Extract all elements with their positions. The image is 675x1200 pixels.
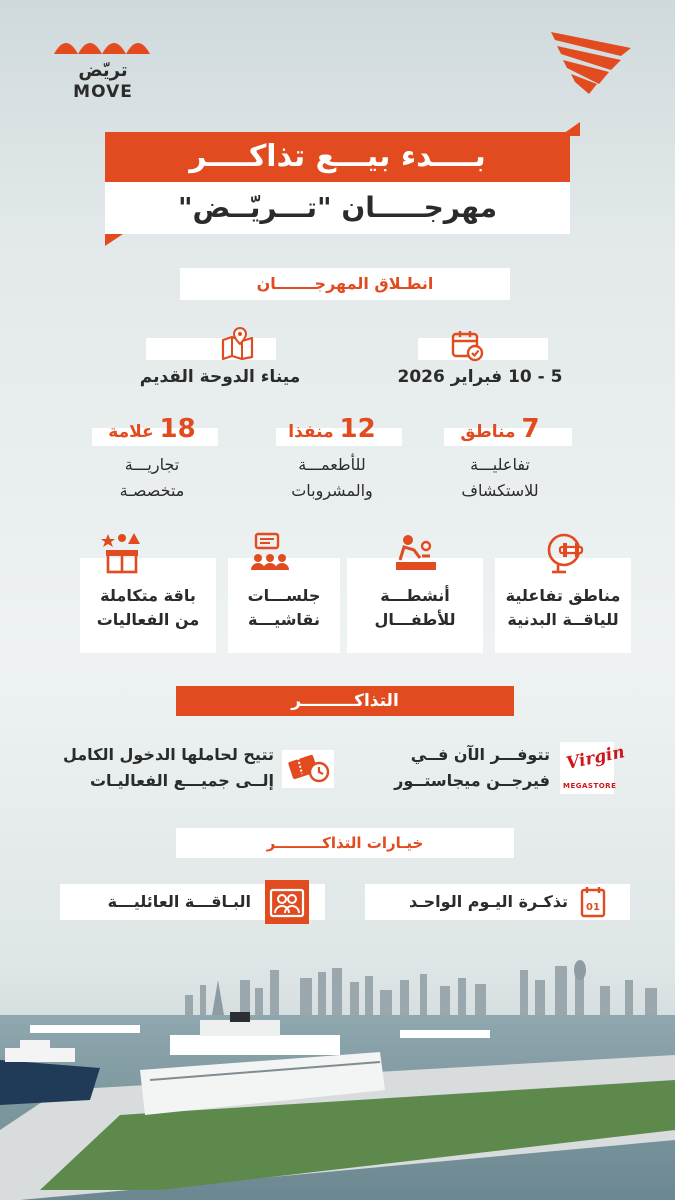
stat-outlets-desc	[262, 452, 402, 504]
stat-outlets-unit: منفذا	[288, 422, 334, 442]
calendar-icon	[450, 328, 484, 362]
stat-zones-number: 7	[521, 414, 540, 444]
feature-bundle-line1: باقة متكاملة	[100, 586, 196, 605]
stat-outlets-number: 12	[339, 414, 376, 444]
location-tab	[146, 338, 276, 360]
launch-heading: انطـلاق المهرجـــــــان	[180, 268, 510, 300]
stat-outlets-heading	[262, 414, 402, 444]
virgin-megastore-label: MEGASTORE	[563, 782, 617, 790]
page-title: بــــدء بيـــع تذاكــــر	[105, 132, 570, 182]
day-ticket-badge: 01	[586, 902, 600, 913]
stripes-mark-icon	[551, 30, 631, 96]
feature-kids-line2: للأطفـــال	[374, 610, 456, 629]
ticket-access-line1: تتيح لحاملها الدخول الكامل	[62, 745, 274, 764]
feature-talks-line1: جلســـات	[247, 586, 321, 605]
feature-bundle-line2: من الفعاليات	[96, 610, 200, 629]
brand-name-english: MOVE	[73, 82, 133, 102]
stat-brands-desc	[82, 452, 222, 504]
feature-kids-line1: أنشطـــة	[380, 586, 450, 605]
subtitle-tail	[105, 234, 123, 246]
ticket-availability-line2: فيرجــن ميجاستــور	[394, 771, 550, 790]
stat-outlets-line2: والمشروبات	[291, 481, 373, 500]
stat-brands-line2: متخصصـة	[119, 481, 185, 500]
map-pin-icon	[220, 326, 256, 360]
stat-brands-line1: تجاريـــة	[124, 455, 180, 474]
stat-zones-desc	[430, 452, 570, 504]
family-icon	[267, 884, 307, 920]
stat-zones-line2: للاستكشاف	[461, 481, 539, 500]
ticket-clock-icon	[286, 748, 330, 788]
tickets-heading: التذاكـــــــــر	[176, 686, 514, 716]
stat-brands-unit: علامة	[108, 422, 154, 442]
ticket-access	[50, 742, 274, 794]
option-family-label: البـاقـــة العائليـــة	[107, 892, 251, 911]
stat-zones-line1: تفاعليـــة	[470, 455, 530, 474]
festival-date: 5 - 10 فبراير 2026	[397, 367, 563, 387]
day-ticket-icon	[578, 886, 608, 918]
stat-brands-heading	[82, 414, 222, 444]
domes-logo-icon	[52, 30, 152, 60]
brand-logo	[48, 30, 158, 100]
stat-zones-heading	[430, 414, 570, 444]
stat-brands-number: 18	[159, 414, 196, 444]
ticket-availability-line1: تتوفـــر الآن فــي	[410, 745, 550, 764]
feature-fitness-line2: للياقــة البدنية	[507, 610, 619, 629]
options-heading: خيـارات التذاكـــــــــر	[176, 828, 514, 858]
virgin-logo: Virgin	[564, 742, 627, 774]
gift-box-icon	[100, 530, 144, 574]
ticket-availability	[370, 742, 550, 794]
discussion-icon	[248, 530, 292, 574]
option-day-label: تذكـرة اليـوم الواحـد	[408, 892, 568, 911]
ticket-access-line2: إلــى جميـــع الفعاليـات	[89, 771, 274, 790]
doha-port-illustration	[0, 940, 675, 1200]
page-subtitle: مهرجـــــان "تـــريّــض"	[105, 182, 570, 234]
festival-location: ميناء الدوحة القديم	[139, 367, 301, 387]
kids-activity-icon	[394, 530, 438, 574]
stat-outlets-line1: للأطعمـــة	[298, 455, 366, 474]
brand-name-arabic: تريّض	[78, 60, 128, 81]
stat-zones-unit: مناطق	[460, 422, 516, 442]
dumbbell-icon	[544, 530, 588, 574]
feature-talks-line2: نقاشيـــة	[248, 610, 320, 629]
feature-fitness-line1: مناطق تفاعلية	[505, 586, 621, 605]
